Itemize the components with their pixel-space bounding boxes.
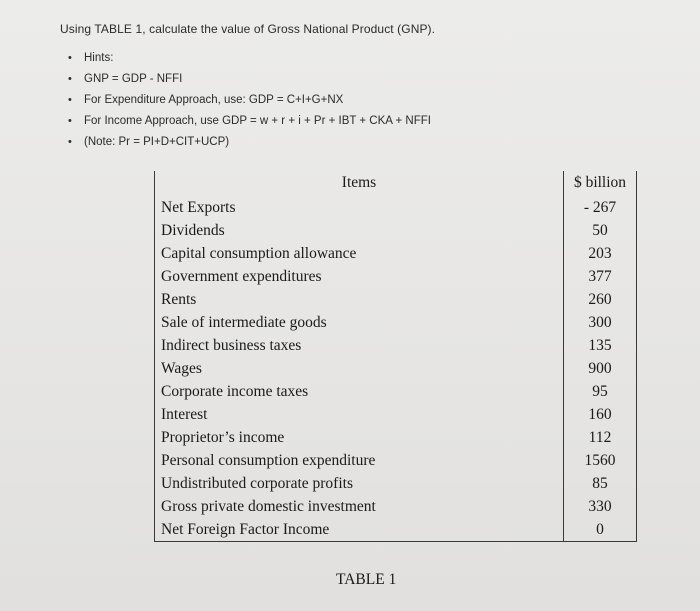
item-cell: Rents bbox=[155, 288, 564, 311]
table-caption: TABLE 1 bbox=[336, 571, 397, 588]
table-row bbox=[155, 357, 637, 380]
table-row bbox=[155, 219, 637, 242]
value-cell: - 267 bbox=[564, 196, 637, 219]
item-cell: Net Foreign Factor Income bbox=[155, 518, 564, 542]
list-item bbox=[68, 111, 431, 132]
value-cell: 203 bbox=[564, 242, 637, 265]
table-row bbox=[155, 196, 637, 219]
table-header-row bbox=[155, 171, 637, 196]
list-item bbox=[68, 90, 431, 111]
table-row bbox=[155, 426, 637, 449]
value-cell: 260 bbox=[564, 288, 637, 311]
item-cell: Undistributed corporate profits bbox=[155, 472, 564, 495]
item-cell: Corporate income taxes bbox=[155, 380, 564, 403]
item-cell: Indirect business taxes bbox=[155, 334, 564, 357]
item-cell: Personal consumption expenditure bbox=[155, 449, 564, 472]
data-table-container bbox=[154, 171, 637, 542]
bullet-icon: • bbox=[68, 73, 72, 85]
value-cell: 1560 bbox=[564, 449, 637, 472]
value-cell: 900 bbox=[564, 357, 637, 380]
bullet-icon: • bbox=[68, 94, 72, 106]
item-cell: Interest bbox=[155, 403, 564, 426]
value-cell: 160 bbox=[564, 403, 637, 426]
list-item bbox=[68, 132, 431, 153]
hints-list bbox=[68, 48, 431, 153]
value-cell: 300 bbox=[564, 311, 637, 334]
table-row bbox=[155, 242, 637, 265]
question-text: Using TABLE 1, calculate the value of Gross National Product (GNP). bbox=[60, 22, 436, 36]
bullet-icon: • bbox=[68, 52, 72, 64]
bullet-icon: • bbox=[68, 115, 72, 127]
hint-text: For Income Approach, use GDP = w + r + i + Pr + IBT + CKA + NFFI bbox=[84, 115, 431, 127]
table-row bbox=[155, 334, 637, 357]
table-row bbox=[155, 449, 637, 472]
item-cell: Net Exports bbox=[155, 196, 564, 219]
item-cell: Gross private domestic investment bbox=[155, 495, 564, 518]
item-cell: Sale of intermediate goods bbox=[155, 311, 564, 334]
hint-text: Hints: bbox=[84, 52, 114, 64]
hint-text: (Note: Pr = PI+D+CIT+UCP) bbox=[84, 136, 230, 148]
value-cell: 112 bbox=[564, 426, 637, 449]
table-row bbox=[155, 472, 637, 495]
bullet-icon: • bbox=[68, 136, 72, 148]
list-item bbox=[68, 48, 431, 69]
value-header: $ billion bbox=[564, 171, 637, 196]
value-cell: 330 bbox=[564, 495, 637, 518]
value-cell: 135 bbox=[564, 334, 637, 357]
item-cell: Government expenditures bbox=[155, 265, 564, 288]
item-cell: Proprietor’s income bbox=[155, 426, 564, 449]
table-row bbox=[155, 495, 637, 518]
table-row bbox=[155, 403, 637, 426]
hint-text: For Expenditure Approach, use: GDP = C+I+G+NX bbox=[84, 94, 344, 106]
table-row bbox=[155, 288, 637, 311]
table-row bbox=[155, 380, 637, 403]
value-cell: 95 bbox=[564, 380, 637, 403]
value-cell: 85 bbox=[564, 472, 637, 495]
value-cell: 50 bbox=[564, 219, 637, 242]
item-cell: Dividends bbox=[155, 219, 564, 242]
value-cell: 0 bbox=[564, 518, 637, 542]
value-cell: 377 bbox=[564, 265, 637, 288]
item-cell: Capital consumption allowance bbox=[155, 242, 564, 265]
list-item bbox=[68, 69, 431, 90]
table-row bbox=[155, 265, 637, 288]
gnp-data-table bbox=[154, 171, 637, 542]
hint-text: GNP = GDP - NFFI bbox=[84, 73, 183, 85]
table-row bbox=[155, 518, 637, 542]
item-cell: Wages bbox=[155, 357, 564, 380]
table-row bbox=[155, 311, 637, 334]
items-header: Items bbox=[155, 171, 564, 196]
